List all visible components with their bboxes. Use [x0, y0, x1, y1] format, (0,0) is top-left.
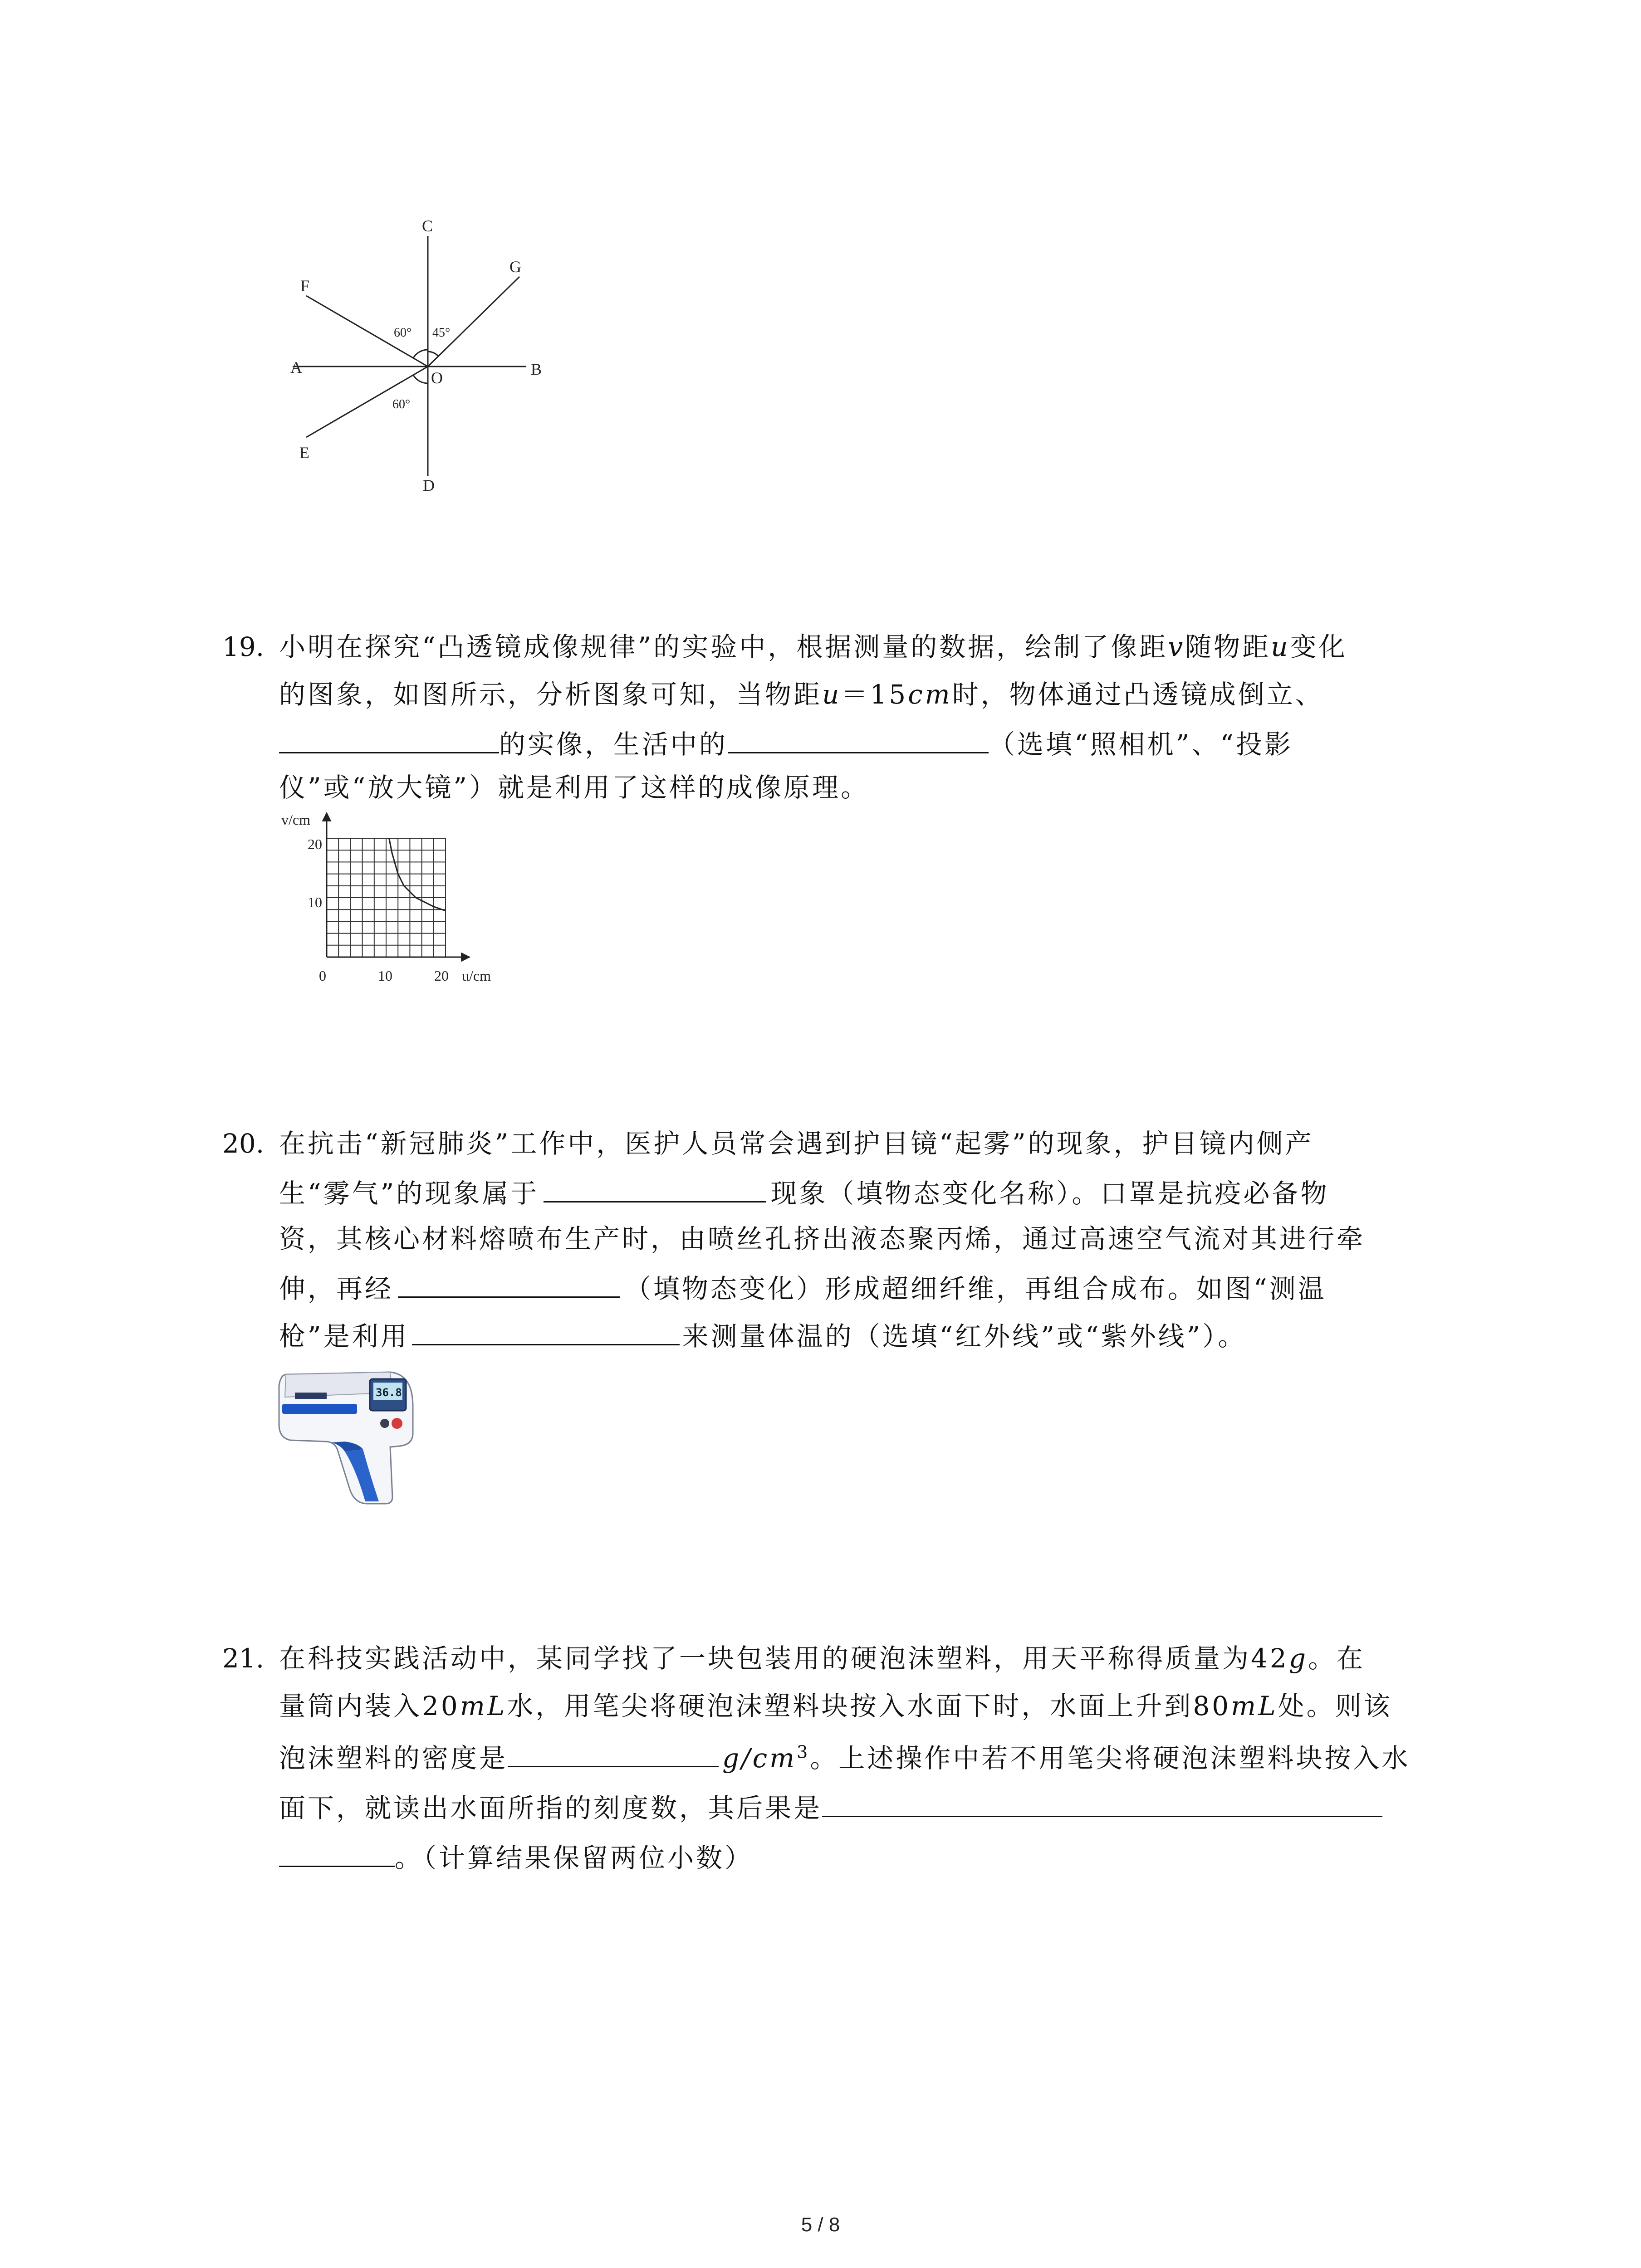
- answer-blank-phase-change[interactable]: [544, 1175, 766, 1202]
- q19-text: 时，物体通过凸透镜成倒立、: [952, 679, 1324, 710]
- q20-text: 伸，再经: [279, 1273, 394, 1304]
- question-20-line-2: [279, 1175, 1329, 1210]
- q20-text: 现象（填物态变化名称）。口罩是抗疫必备物: [770, 1178, 1329, 1209]
- page-number: 5 / 8: [801, 2214, 840, 2236]
- q19-text: 随物距: [1185, 631, 1271, 662]
- question-21-line-1: [279, 1642, 1365, 1675]
- answer-blank-state-change[interactable]: [398, 1270, 620, 1298]
- q20-text: 枪”是利用: [279, 1321, 409, 1352]
- q21-unit-ml: mL: [460, 1691, 507, 1721]
- q19-text: 变化: [1290, 631, 1347, 662]
- y-tick-label: 20: [308, 836, 322, 852]
- q19-text: 小明在探究“凸透镜成像规律”的实验中，根据测量的数据，绘制了像距: [279, 631, 1168, 662]
- q19-text: 的实像，生活中的: [499, 729, 728, 760]
- y-tick-label: 10: [308, 894, 322, 910]
- q20-text: 来测量体温的（选填“红外线”或“紫外线”）。: [682, 1321, 1247, 1352]
- q21-text: 。上述操作中若不用笔尖将硬泡沫塑料块按入水: [810, 1743, 1411, 1774]
- y-axis-label: v/cm: [281, 811, 310, 828]
- q21-text: 处。则该: [1278, 1691, 1392, 1721]
- q19-var-u: u: [822, 679, 842, 710]
- question-21-line-5: [279, 1839, 753, 1874]
- x-tick-label: 10: [378, 968, 392, 984]
- point-label-d: D: [423, 476, 435, 494]
- thermometer-gun-image: [277, 1365, 426, 1510]
- point-label-f: F: [300, 277, 310, 295]
- point-label-e: E: [299, 444, 309, 462]
- q19-text: 的图象，如图所示，分析图象可知，当物距: [279, 679, 823, 710]
- answer-blank-image-size[interactable]: [279, 726, 499, 753]
- question-21-number: 21.: [222, 1643, 265, 1674]
- point-label-o: O: [431, 369, 443, 387]
- answer-blank-radiation[interactable]: [412, 1318, 680, 1345]
- question-20-number: 20.: [222, 1128, 265, 1159]
- thermometer-display: 36.8: [376, 1386, 402, 1399]
- question-20-line-4: [279, 1270, 1327, 1305]
- q21-text: 。（计算结果保留两位小数）: [395, 1843, 754, 1873]
- v-u-graph: [272, 807, 508, 993]
- angle-label-bottom: 60°: [392, 397, 411, 411]
- q21-unit-ml: mL: [1231, 1691, 1278, 1721]
- q20-text: 生“雾气”的现象属于: [279, 1178, 539, 1209]
- chart-grid: [327, 838, 446, 957]
- q21-text: 面下，就读出水面所指的刻度数，其后果是: [279, 1793, 823, 1823]
- angle-label-top-right: 45°: [432, 326, 451, 340]
- q21-text: 量筒内装入20: [279, 1691, 460, 1721]
- answer-blank-consequence[interactable]: [822, 1789, 1382, 1817]
- angle-label-top-left: 60°: [394, 326, 412, 340]
- q21-text: 泡沫塑料的密度是: [279, 1743, 508, 1774]
- question-20-line-3: 资，其核心材料熔喷布生产时，由喷丝孔挤出液态聚丙烯，通过高速空气流对其进行牵: [279, 1223, 1366, 1254]
- question-20-line-5: [279, 1318, 1246, 1353]
- question-19-line-3: [279, 726, 1293, 761]
- x-axis-label: u/cm: [462, 968, 491, 984]
- q19-unit-cm: cm: [908, 679, 952, 710]
- question-21-line-2: [279, 1690, 1392, 1722]
- q21-unit-g: g: [1288, 1643, 1308, 1674]
- q21-unit-density: g/cm: [722, 1743, 797, 1774]
- answer-blank-density[interactable]: [508, 1740, 719, 1767]
- q20-text: （填物态变化）形成超细纤维，再组合成布。如图“测温: [625, 1273, 1327, 1304]
- question-19-number: 19.: [222, 631, 265, 662]
- q19-var-v: v: [1168, 631, 1185, 662]
- question-20-line-1: 在抗击“新冠肺炎”工作中，医护人员常会遇到护目镜“起雾”的现象，护目镜内侧产: [279, 1128, 1314, 1159]
- q19-text: （选填“照相机”、“投影: [989, 729, 1293, 760]
- question-19-line-2: [279, 678, 1324, 711]
- answer-blank-consequence-continued[interactable]: [279, 1839, 395, 1867]
- answer-blank-device[interactable]: [728, 726, 989, 753]
- question-19-line-4: 仪”或“放大镜”）就是利用了这样的成像原理。: [279, 772, 869, 803]
- angle-diagram: [272, 213, 572, 494]
- x-tick-label: 0: [319, 968, 326, 984]
- q21-unit-exponent: 3: [797, 1742, 810, 1762]
- q19-var-u: u: [1271, 631, 1290, 662]
- q19-text: ＝15: [841, 679, 908, 710]
- q21-text: 水，用笔尖将硬泡沫塑料块按入水面下时，水面上升到80: [507, 1691, 1231, 1721]
- point-label-a: A: [290, 358, 302, 376]
- q21-text: 在科技实践活动中，某同学找了一块包装用的硬泡沫塑料，用天平称得质量为42: [279, 1643, 1289, 1674]
- x-tick-label: 20: [434, 968, 449, 984]
- question-21-line-3: [279, 1740, 1410, 1774]
- point-label-g: G: [509, 258, 521, 276]
- q21-text: 。在: [1308, 1643, 1365, 1674]
- question-21-line-4: [279, 1789, 1382, 1824]
- point-label-b: B: [531, 360, 542, 378]
- question-19-line-1: [279, 631, 1347, 663]
- point-label-c: C: [422, 217, 433, 235]
